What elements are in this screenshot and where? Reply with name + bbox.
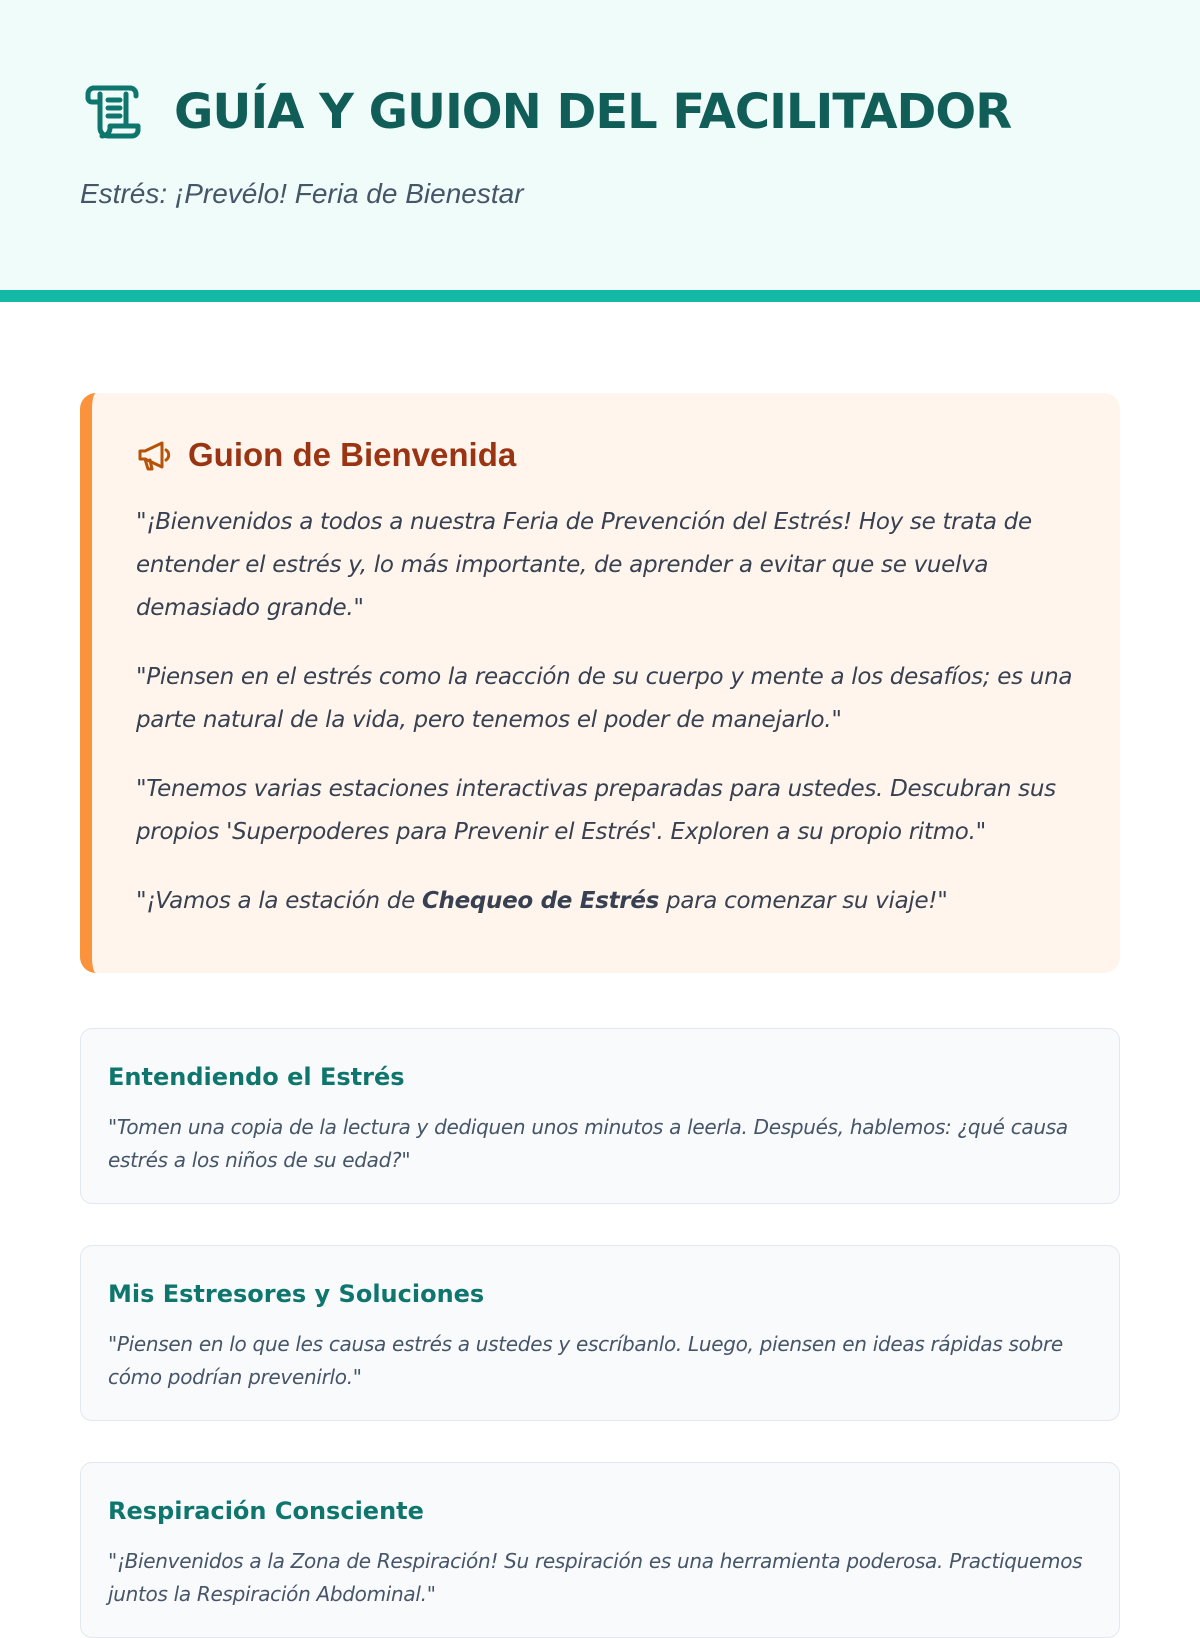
page-subtitle: Estrés: ¡Prevélo! Feria de Bienestar [80, 178, 524, 209]
station-script: "¡Bienvenidos a la Zona de Respiración! Su respiración es una herramienta poderosa. Practiquemos juntos la Respiración Abdominal." [108, 1549, 1083, 1606]
page-title: GUÍA Y GUION DEL FACILITADOR [174, 84, 1012, 140]
welcome-script-card [80, 393, 1120, 973]
megaphone-icon [136, 437, 172, 473]
station-card-stressors-solutions [80, 1245, 1120, 1421]
station-title: Mis Estresores y Soluciones [108, 1280, 485, 1308]
closing-text-after: para comenzar su viaje!" [659, 888, 948, 914]
welcome-paragraph: "Tenemos varias estaciones interactivas preparadas para ustedes. Descubran sus propios 'Superpoderes para Prevenir el Estrés'. Exploren a su propio ritmo." [136, 776, 1056, 845]
welcome-closing-paragraph [136, 880, 1080, 923]
station-card-mindful-breathing [80, 1462, 1120, 1638]
station-card-understanding-stress [80, 1028, 1120, 1204]
welcome-paragraph: "Piensen en el estrés como la reacción de su cuerpo y mente a los desafíos; es una parte natural de la vida, pero tenemos el poder de manejarlo." [136, 664, 1073, 733]
page-header [0, 0, 1200, 302]
closing-text-before: "¡Vamos a la estación de [136, 888, 422, 914]
welcome-heading: Guion de Bienvenida [188, 436, 517, 473]
welcome-heading-row [136, 433, 1080, 477]
welcome-paragraph: "¡Bienvenidos a todos a nuestra Feria de Prevención del Estrés! Hoy se trata de entender el estrés y, lo más importante, de aprender a evitar que se vuelva demasiado grande." [136, 509, 1032, 621]
station-title: Entendiendo el Estrés [108, 1063, 405, 1091]
scroll-icon [80, 80, 144, 144]
station-title: Respiración Consciente [108, 1497, 424, 1525]
station-script: "Tomen una copia de la lectura y dediquen unos minutos a leerla. Después, hablemos: ¿qué causa estrés a los niños de su edad?" [108, 1115, 1068, 1172]
station-script: "Piensen en lo que les causa estrés a ustedes y escríbanlo. Luego, piensen en ideas rápidas sobre cómo podrían prevenirlo." [108, 1332, 1063, 1389]
header-title-row [80, 80, 1011, 144]
closing-station-name: Chequeo de Estrés [421, 888, 660, 914]
